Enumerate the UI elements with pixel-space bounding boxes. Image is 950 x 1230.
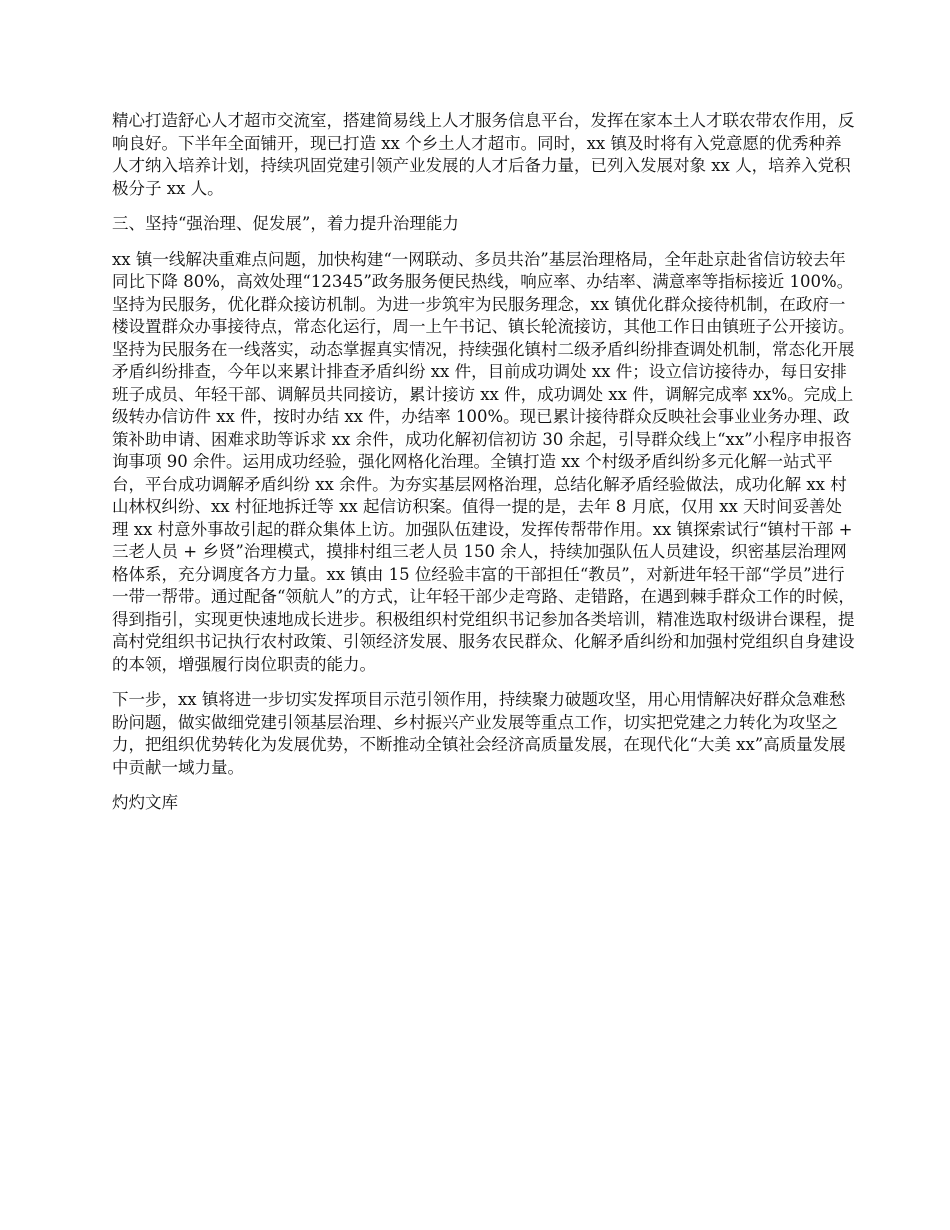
paragraph-governance: xx 镇一线解决重难点问题，加快构建“一网联动、多员共治”基层治理格局，全年赴京赴省信访较去年同比下降 80%，高效处理“12345”政务服务便民热线，响应率、办结率、满意率等指标接近 100%。坚持为民服务，优化群众接访机制。为进一步筑牢为民服务理念，xx 镇优化群众接待机制，在政府一楼设置群众办事接待点，常态化运行，周一上午书记、镇长轮流接访，其他工作日由镇班子公开接访。坚持为民服务在一线落实，动态掌握真实情况，持续强化镇村二级矛盾纠纷排查调处机制，常态化开展矛盾纠纷排查，今年以来累计排查矛盾纠纷 xx 件，目前成功调处 xx 件；设立信访接待办，每日安排班子成员、年轻干部、调解员共同接访，累计接访 xx 件，成功调处 xx 件，调解完成率 xx%。完成上级转办信访件 xx 件，按时办结 xx 件，办结率 100%。现已累计接待群众反映社会事业业务办理、政策补助申请、困难求助等诉求 xx 余件，成功化解初信初访 30 余起，引导群众线上“xx”小程序申报咨询事项 90 余件。运用成功经验，强化网格化治理。全镇打造 xx 个村级矛盾纠纷多元化解一站式平台，平台成功调解矛盾纠纷 xx 余件。为夯实基层网格治理，总结化解矛盾经验做法，成功化解 xx 村山林权纠纷、xx 村征地拆迁等 xx 起信访积案。值得一提的是，去年 8 月底，仅用 xx 天时间妥善处理 xx 村意外事故引起的群众集体上访。加强队伍建设，发挥传帮带作用。xx 镇探索试行“镇村干部 + 三老人员 + 乡贤”治理模式，摸排村组三老人员 150 余人，持续加强队伍人员建设，织密基层治理网格体系，充分调度各方力量。xx 镇由 15 位经验丰富的干部担任“教员”，对新进年轻干部“学员”进行一带一帮带。通过配备“领航人”的方式，让年轻干部少走弯路、走错路，在遇到棘手群众工作的时候，得到指引，实现更快速地成长进步。积极组织村党组织书记参加各类培训，精准选取村级讲台课程，提高村党组织书记执行农村政策、引领经济发展、服务农民群众、化解矛盾纠纷和加强村党组织自身建设的本领，增强履行岗位职责的能力。 xyxy=(112,249,855,674)
paragraph-next-steps: 下一步，xx 镇将进一步切实发挥项目示范引领作用，持续聚力破题攻坚，用心用情解决好群众急难愁盼问题，做实做细党建引领基层治理、乡村振兴产业发展等重点工作，切实把党建之力转化为攻坚之力，把组织优势转化为发展优势，不断推动全镇社会经济高质量发展，在现代化“大美 xx”高质量发展中贡献一域力量。 xyxy=(112,690,846,777)
source-watermark-text: 灼灼文库 xyxy=(112,793,178,812)
document-body xyxy=(112,110,857,815)
paragraph-talent-market: 精心打造舒心人才超市交流室，搭建简易线上人才服务信息平台，发挥在家本土人才联农带农作用，反响良好。下半年全面铺开，现已打造 xx 个乡土人才超市。同时，xx 镇及时将有入党意愿的优秀种养人才纳入培养计划，持续巩固党建引领产业发展的人才后备力量，已列入发展对象 xx 人，培养入党积极分子 xx 人。 xyxy=(112,111,855,198)
section-heading-governance: 三、坚持“强治理、促发展”，着力提升治理能力 xyxy=(112,214,459,233)
